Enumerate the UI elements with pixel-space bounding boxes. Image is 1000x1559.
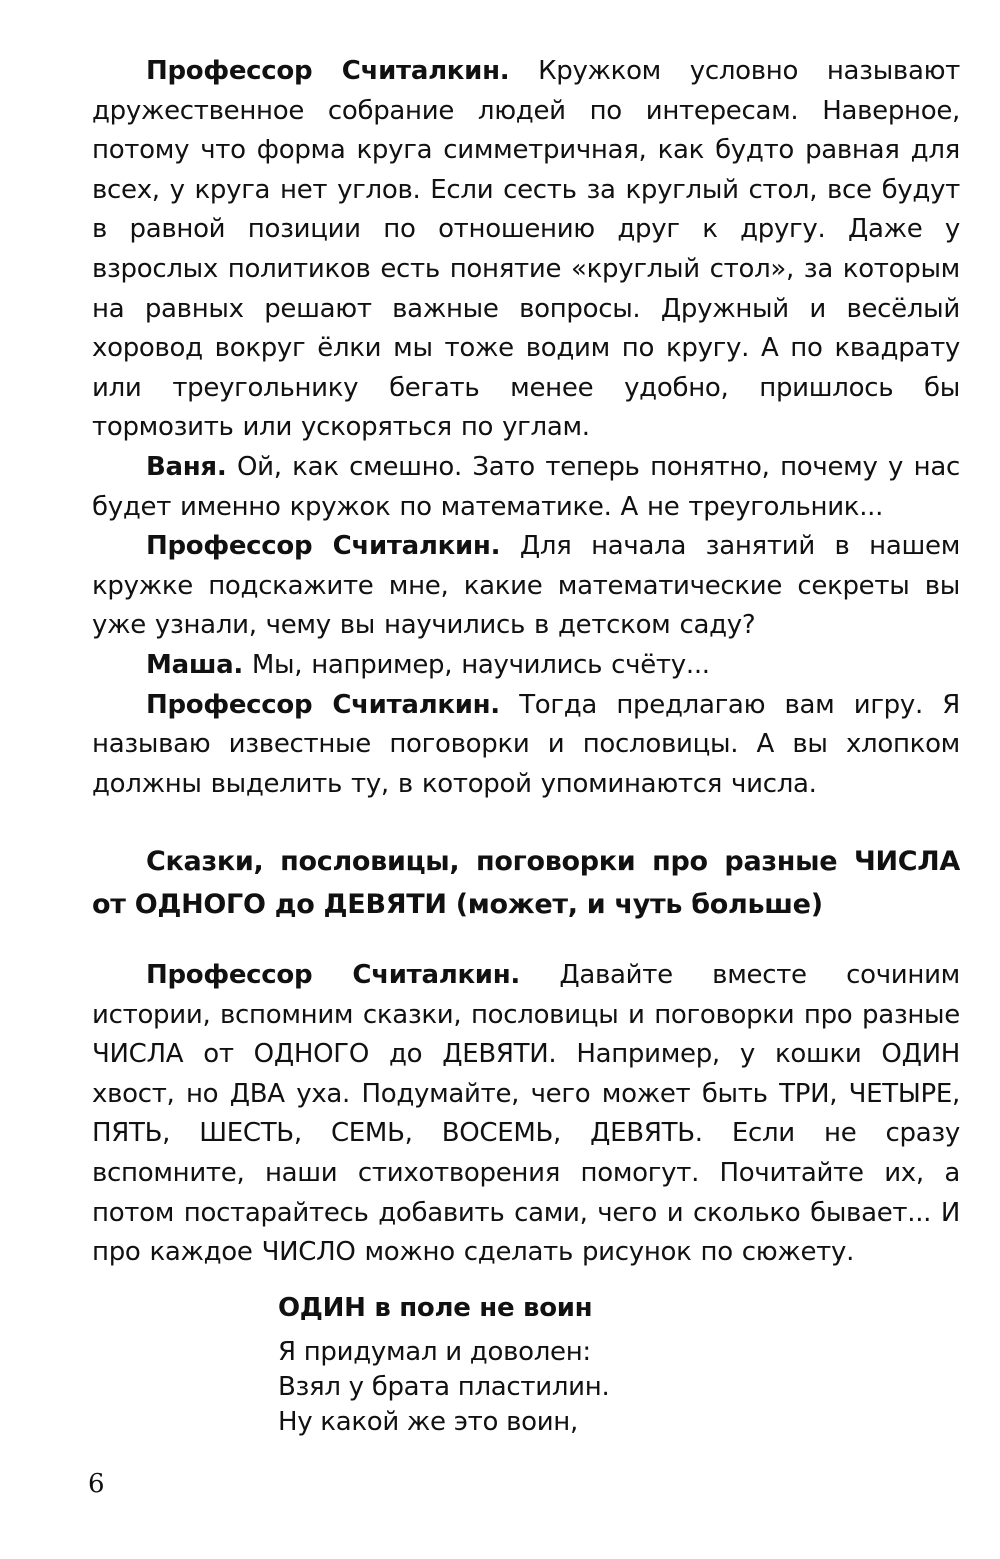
section-intro-block <box>92 956 960 1273</box>
section-text: Давайте вместе сочиним истории, вспомним сказки, пословицы и поговорки про разные ЧИСЛА от ОДНОГО до ДЕВЯТИ. Например, у кошки ОДИН хвост, но ДВА уха. Подумайте, чего может быть ТРИ, ЧЕТЫРЕ, ПЯТЬ, ШЕСТЬ, СЕМЬ, ВОСЕМЬ, ДЕВЯТЬ. Если не сразу вспомните, наши стихотворения помогут. Почитайте их, а потом постарайтесь добавить сами, чего и сколько бывает... И про каждое ЧИСЛО можно сделать рисунок по сюжету. <box>92 960 960 1268</box>
speaker-name: Маша. <box>146 649 243 680</box>
dialogue-paragraph <box>92 646 960 686</box>
dialogue-paragraph <box>92 686 960 805</box>
page-number: 6 <box>88 1469 105 1499</box>
dialogue-paragraph <box>92 527 960 646</box>
speaker-name: Ваня. <box>146 451 227 482</box>
poem-line: Ну какой же это воин, <box>278 1407 578 1437</box>
dialogue-text: Для начала занятий в нашем кружке подскажите мне, какие математические секреты вы уже узнали, чему вы научились в детском саду? <box>92 531 961 641</box>
dialogue-block <box>92 52 960 804</box>
dialogue-text: Мы, например, научились счёту... <box>251 649 710 680</box>
dialogue-paragraph <box>92 52 960 448</box>
poem-line: Взял у брата пластилин. <box>278 1372 610 1402</box>
section-paragraph <box>92 956 960 1273</box>
dialogue-paragraph <box>92 448 960 527</box>
dialogue-text: Кружком условно называют дружественное собрание людей по интересам. Наверное, потому что форма круга симметричная, как будто равная для всех, у круга нет углов. Если сесть за круглый стол, все будут в равной позиции по отношению друг к другу. Даже у взрослых политиков есть понятие «круглый стол», за которым на равных решают важные вопросы. Дружный и весёлый хоровод вокруг ёлки мы тоже водим по кругу. А по квадрату или треугольнику бегать менее удобно, пришлось бы тормозить или ускоряться по углам. <box>92 56 961 443</box>
speaker-name: Профессор Считалкин. <box>146 960 520 990</box>
poem <box>278 1335 609 1440</box>
dialogue-text: Тогда предлагаю вам игру. Я называю известные поговорки и пословицы. А вы хлопком должны выделить ту, в которой упоминаются числа. <box>92 689 961 799</box>
speaker-name: Профессор Считалкин. <box>146 689 500 720</box>
speaker-name: Профессор Считалкин. <box>146 56 510 86</box>
section-heading: Сказки, пословицы, поговорки про разные ЧИСЛА от ОДНОГО до ДЕВЯТИ (может, и чуть больше) <box>92 846 960 920</box>
poem-title: ОДИН в поле не воин <box>278 1293 593 1323</box>
speaker-name: Профессор Считалкин. <box>146 531 501 562</box>
dialogue-text: Ой, как смешно. Зато теперь понятно, почему у нас будет именно кружок по математике. А не треугольник... <box>92 451 960 522</box>
poem-line: Я придумал и доволен: <box>278 1337 591 1367</box>
